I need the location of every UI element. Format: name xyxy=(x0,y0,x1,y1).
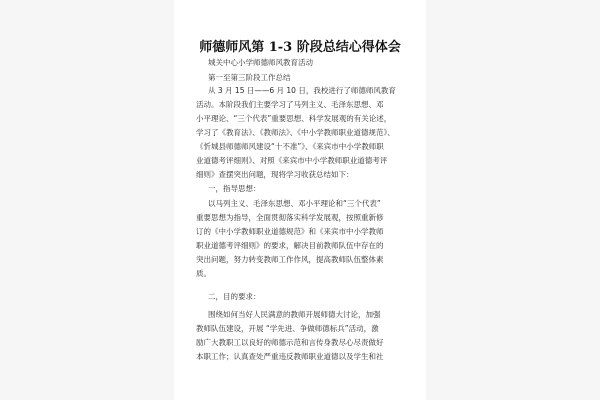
paragraph-line: 业道德考评细则》、对照《来宾市中小学教师职业道德考评 xyxy=(196,156,388,165)
paragraph-line: 小平理论、“三个代表”重要思想、科学发展观的有关论述， xyxy=(196,114,392,123)
paragraph-line: 围绕如何当好人民满意的教师开展师德大讨论，加强 xyxy=(208,310,381,319)
paragraph-line: 质。 xyxy=(196,269,211,278)
document-page xyxy=(174,0,426,400)
subtitle-school: 城关中心小学师德师风教育活动 xyxy=(208,58,313,67)
paragraph-line: 订的《中小学教师职业道德规范》和《来宾市中小学教师 xyxy=(196,227,384,236)
paragraph-line: 活动。本阶段我们主要学习了马列主义、毛泽东思想、邓 xyxy=(196,100,384,109)
paragraph-line: 教师队伍建设，开展 “学先进、争做师德标兵”活动，激 xyxy=(196,324,379,333)
paragraph-line: 《忻城县师德师风建设“十不准”》、《来宾市中小学教师职 xyxy=(196,142,384,151)
document-title: 师德师风第 1-3 阶段总结心得体会 xyxy=(199,40,401,55)
paragraph-line: 学习了《教育法》、《教师法》、《中小学教师职业道德规范》、 xyxy=(196,128,395,137)
section-heading-objectives: 二，目的要求： xyxy=(208,292,261,301)
subtitle-stage: 第一至第三阶段工作总结 xyxy=(208,73,291,82)
paragraph-line: 从 3 月 15 日——6 月 10 日，我校进行了师德师风教育 xyxy=(208,86,396,95)
paragraph-line: 重要思想为指导，全面贯彻落实科学发展观，按照重新修 xyxy=(196,213,384,222)
paragraph-line: 励广大教职工以良好的师德示范和言传身教尽心尽责做好 xyxy=(196,338,384,347)
section-heading-guiding-ideology: 一，指导思想： xyxy=(208,184,261,193)
paragraph-line: 细则》查摆突出问题，现将学习收获总结如下： xyxy=(196,170,354,179)
paragraph-line: 职业道德考评细则》的要求，解决目前教师队伍中存在的 xyxy=(196,241,384,250)
paragraph-line: 突出问题，努力转变教师工作作风，提高教师队伍整体素 xyxy=(196,255,384,264)
paragraph-line: 以马列主义、毛泽东思想、邓小平理论和“三个代表” xyxy=(208,199,381,208)
paragraph-line: 本职工作；认真查处严重违反教师职业道德以及学生和社 xyxy=(196,352,384,361)
